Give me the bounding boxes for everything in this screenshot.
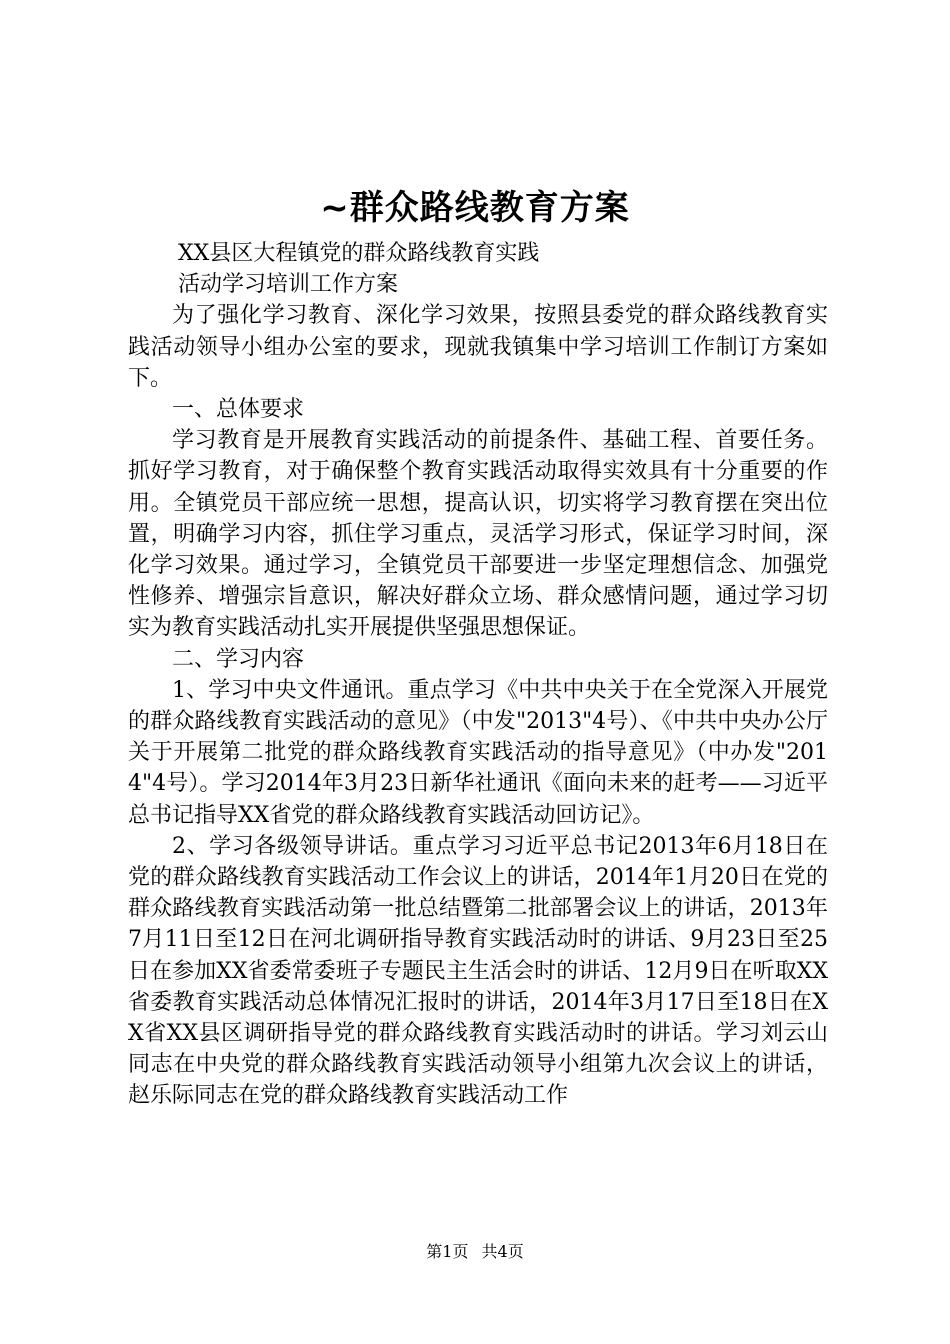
section-heading-general: 一、总体要求: [172, 397, 305, 423]
document-body: [128, 238, 828, 1112]
subtitle-line-1: XX县区大程镇党的群众路线教育实践: [178, 241, 540, 266]
paragraph-central-documents: 1、学习中央文件通讯。重点学习《中共中央关于在全党深入开展党的群众路线教育实践活动的意见》（中发"2013"4号）、《中共中央办公厅关于开展第二批党的群众路线教育实践活动的指导意见》（中办发"2014"4号）。学习2014年3月23日新华社通讯《面向未来的赶考——习近平总书记指导XX省党的群众路线教育实践活动回访记》。: [128, 677, 828, 828]
paragraph-leader-speeches: 2、学习各级领导讲话。重点学习习近平总书记2013年6月18日在党的群众路线教育实践活动工作会议上的讲话，2014年1月20日在党的群众路线教育实践活动第一批总结暨第二批部署会议上的讲话，2013年7月11日至12日在河北调研指导教育实践活动时的讲话、9月23日至25日在参加XX省委常委班子专题民主生活会时的讲话、12月9日在听取XX省委教育实践活动总体情况汇报时的讲话，2014年3月17日至18日在XX省XX县区调研指导党的群众路线教育实践活动时的讲话。学习刘云山同志在中央党的群众路线教育实践活动领导小组第九次会议上的讲话，赵乐际同志在党的群众路线教育实践活动工作: [128, 833, 828, 1109]
paragraph-general-requirements: 学习教育是开展教育实践活动的前提条件、基础工程、首要任务。抓好学习教育，对于确保整个教育实践活动取得实效具有十分重要的作用。全镇党员干部应统一思想，提高认识，切实将学习教育摆在突出位置，明确学习内容，抓住学习重点，灵活学习形式，保证学习时间，深化学习效果。通过学习，全镇党员干部要进一步坚定理想信念、加强党性修养、增强宗旨意识，解决好群众立场、群众感情问题，通过学习切实为教育实践活动扎实开展提供坚强思想保证。: [128, 428, 828, 641]
document-title: ~群众路线教育方案: [320, 188, 630, 228]
page-total: 共4页: [481, 1242, 524, 1261]
paragraph-intro: 为了强化学习教育、深化学习效果，按照县委党的群众路线教育实践活动领导小组办公室的要求，现就我镇集中学习培训工作制订方案如下。: [128, 303, 828, 391]
section-heading-content: 二、学习内容: [172, 646, 305, 672]
page-number: 第1页: [426, 1242, 469, 1261]
subtitle-line-2: 活动学习培训工作方案: [178, 272, 399, 298]
page-footer: [0, 1240, 950, 1264]
